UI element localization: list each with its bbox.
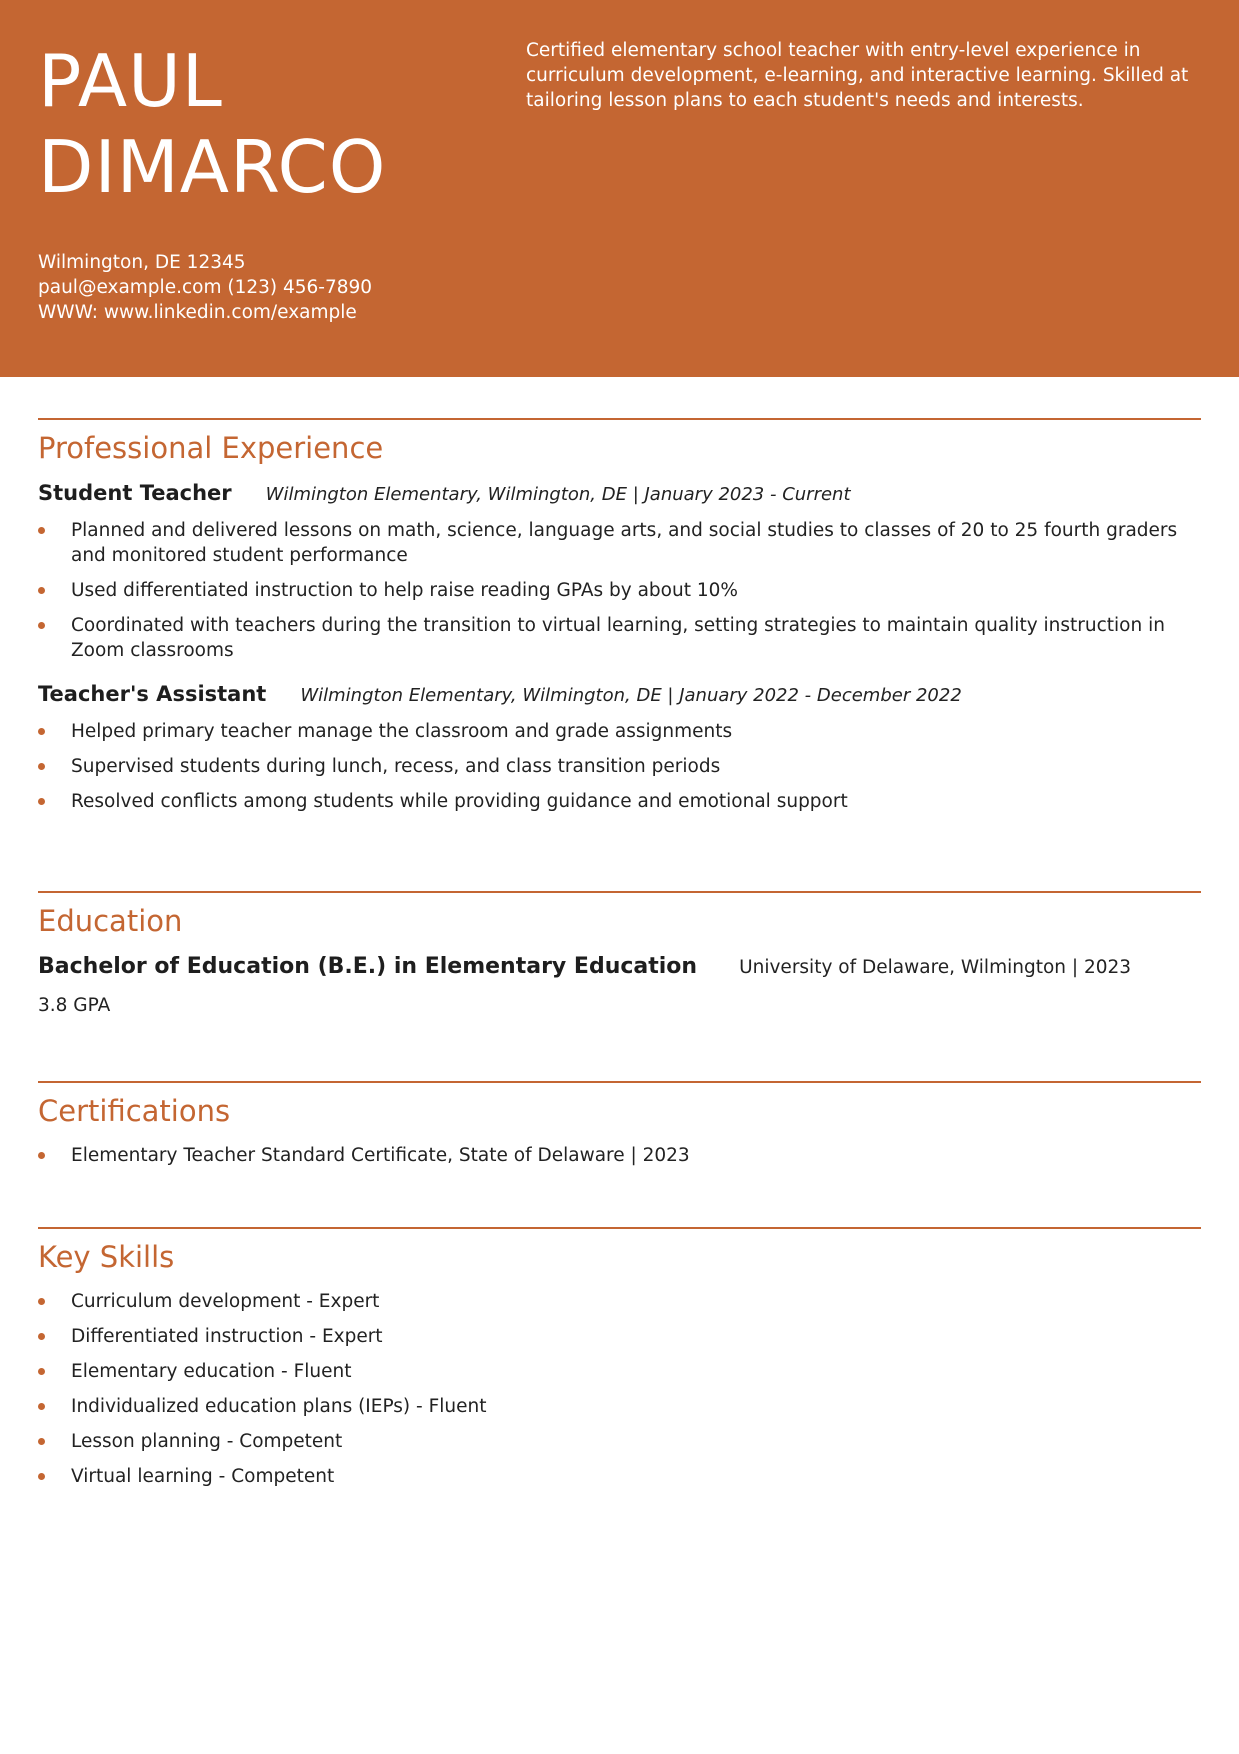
list-item [38, 578, 1201, 603]
education-section [38, 891, 1201, 1061]
job-bullets [38, 719, 1201, 814]
job-title: Teacher's Assistant [38, 682, 267, 706]
contact-info [38, 250, 538, 325]
bullet-icon [38, 622, 45, 629]
section-title-education: Education [38, 904, 183, 938]
list-item [38, 1429, 1201, 1454]
certification-list [38, 1143, 1201, 1168]
experience-section [38, 418, 1201, 878]
list-item [38, 754, 1201, 779]
job-entry [38, 681, 1201, 814]
bullet-text: Differentiated instruction - Expert [71, 1326, 383, 1347]
job-entry [38, 480, 1201, 663]
bullet-text: Coordinated with teachers during the transition to virtual learning, setting strategies to maintain quality instruction in Zoom classrooms [71, 615, 1165, 661]
section-title-skills: Key Skills [38, 1240, 175, 1274]
bullet-icon [38, 1403, 45, 1410]
bullet-icon [38, 763, 45, 770]
certifications-section [38, 1081, 1201, 1213]
bullet-text: Lesson planning - Competent [71, 1431, 343, 1452]
list-item [38, 1143, 1201, 1168]
bullet-text: Elementary Teacher Standard Certificate, State of Delaware | 2023 [71, 1145, 690, 1166]
bullet-icon [38, 1152, 45, 1159]
skills-list [38, 1289, 1201, 1489]
list-item [38, 1359, 1201, 1384]
job-meta: Wilmington Elementary, Wilmington, DE | January 2022 - December 2022 [300, 685, 962, 706]
bullet-text: Virtual learning - Competent [71, 1466, 335, 1487]
resume-body [38, 418, 1201, 1499]
degree-title: Bachelor of Education (B.E.) in Elementary Education [38, 954, 698, 979]
bullet-text: Helped primary teacher manage the classroom and grade assignments [71, 721, 733, 742]
job-title: Student Teacher [38, 481, 232, 505]
bullet-icon [38, 798, 45, 805]
contact-website: WWW: www.linkedin.com/example [38, 302, 357, 323]
name-first: PAUL [38, 39, 223, 123]
list-item [38, 789, 1201, 814]
summary-text: Certified elementary school teacher with entry-level experience in curriculum development, e-learning, and interactive learning. Skilled at tailoring lesson plans to each student's needs and interests. [526, 40, 1189, 111]
gpa-text: 3.8 GPA [38, 995, 111, 1016]
contact-email-phone: paul@example.com (123) 456-7890 [38, 277, 373, 298]
list-item [38, 1394, 1201, 1419]
bullet-icon [38, 728, 45, 735]
bullet-icon [38, 1473, 45, 1480]
bullet-icon [38, 1298, 45, 1305]
list-item [38, 613, 1201, 663]
bullet-text: Elementary education - Fluent [71, 1361, 352, 1382]
bullet-text: Curriculum development - Expert [71, 1291, 380, 1312]
list-item [38, 1464, 1201, 1489]
bullet-icon [38, 527, 45, 534]
bullet-icon [38, 587, 45, 594]
bullet-text: Resolved conflicts among students while providing guidance and emotional support [71, 791, 848, 812]
skills-section [38, 1227, 1201, 1489]
list-item [38, 719, 1201, 744]
bullet-text: Individualized education plans (IEPs) - Fluent [71, 1396, 487, 1417]
section-title-experience: Professional Experience [38, 431, 384, 465]
bullet-icon [38, 1368, 45, 1375]
contact-address: Wilmington, DE 12345 [38, 252, 246, 273]
candidate-name [38, 38, 478, 210]
bullet-text: Supervised students during lunch, recess, and class transition periods [71, 756, 721, 777]
section-title-certifications: Certifications [38, 1094, 231, 1128]
resume-header [0, 0, 1239, 377]
school-meta: University of Delaware, Wilmington | 2023 [739, 957, 1132, 978]
job-bullets [38, 518, 1201, 663]
list-item [38, 1289, 1201, 1314]
job-meta: Wilmington Elementary, Wilmington, DE | January 2023 - Current [265, 484, 851, 505]
bullet-icon [38, 1438, 45, 1445]
bullet-text: Planned and delivered lessons on math, science, language arts, and social studies to classes of 20 to 25 fourth graders and monitored student performance [71, 520, 1178, 566]
list-item [38, 1324, 1201, 1349]
list-item [38, 518, 1201, 568]
bullet-icon [38, 1333, 45, 1340]
bullet-text: Used differentiated instruction to help raise reading GPAs by about 10% [71, 580, 738, 601]
name-last: DIMARCO [38, 125, 387, 209]
